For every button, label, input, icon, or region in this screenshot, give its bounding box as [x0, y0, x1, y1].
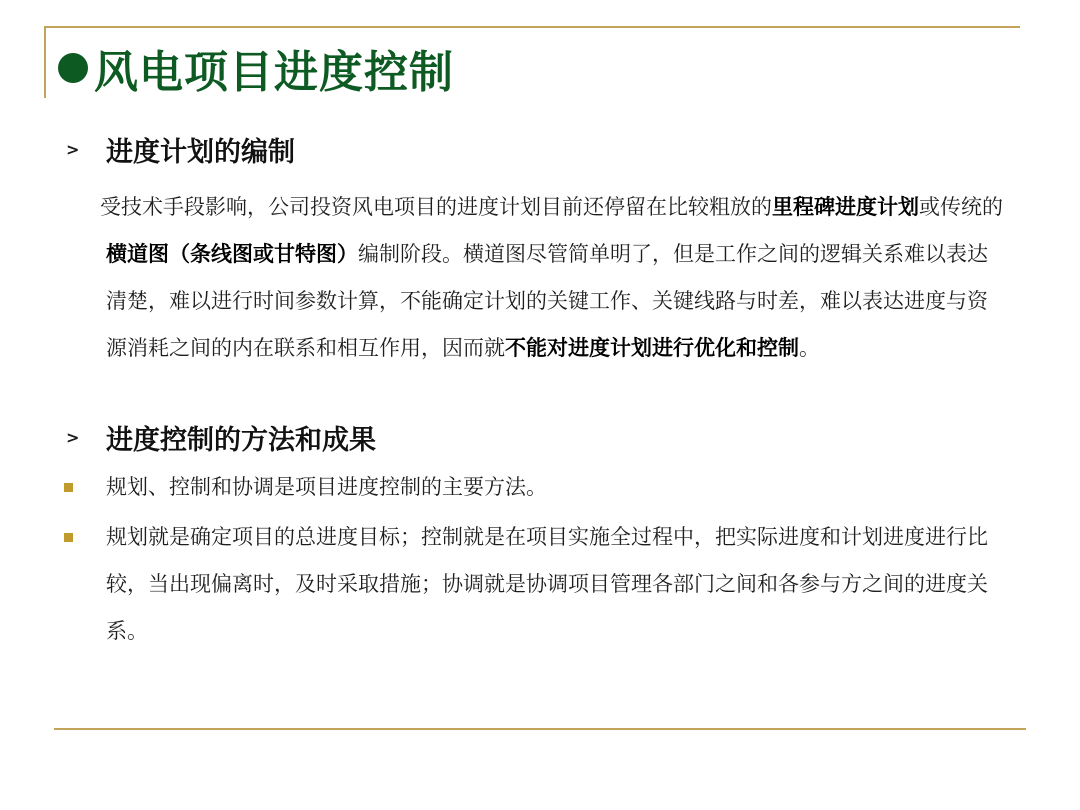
paragraph-text: 或传统的: [919, 195, 1003, 219]
section-heading-methods: [66, 416, 376, 458]
paragraph-text: 编制阶段。横道图尽管简单明了，但是工作之间的逻辑关系难以表达清楚，难以进行时间参数计算，不能确定计划的关键工作、关键线路与时差，难以表达进度与资源消耗之间的内在联系和相互作用，因而就: [106, 242, 988, 360]
section-heading-plan: [66, 128, 295, 170]
left-rule: [44, 26, 46, 98]
slide-title-row: [58, 38, 454, 98]
title-circle-icon: [58, 53, 88, 83]
arrow-right-icon: >: [66, 427, 80, 447]
bullet-text: 规划就是确定项目的总进度目标；控制就是在项目实施全过程中，把实际进度和计划进度进行比较，当出现偏离时，及时采取措施；协调就是协调项目管理各部门之间和各参与方之间的进度关系。: [106, 525, 988, 643]
paragraph-text: 受技术手段影响，公司投资风电项目的进度计划目前还停留在比较粗放的: [100, 195, 772, 219]
square-bullet-icon: [64, 533, 73, 542]
paragraph-emphasis: 横道图（条线图或甘特图）: [106, 242, 358, 266]
section-heading-text: 进度控制的方法和成果: [106, 424, 376, 456]
paragraph-emphasis: 里程碑进度计划: [772, 195, 919, 219]
bullet-text: 规划、控制和协调是项目进度控制的主要方法。: [106, 475, 547, 499]
square-bullet-icon: [64, 483, 73, 492]
paragraph-emphasis: 不能对进度计划进行优化和控制: [505, 336, 799, 360]
slide-title: 风电项目进度控制: [94, 47, 454, 98]
section-heading-text: 进度计划的编制: [106, 136, 295, 168]
top-rule: [44, 26, 1020, 28]
plan-paragraph: [100, 184, 1006, 372]
arrow-right-icon: >: [66, 139, 80, 159]
bottom-rule: [54, 728, 1026, 730]
paragraph-text: 。: [799, 336, 820, 360]
